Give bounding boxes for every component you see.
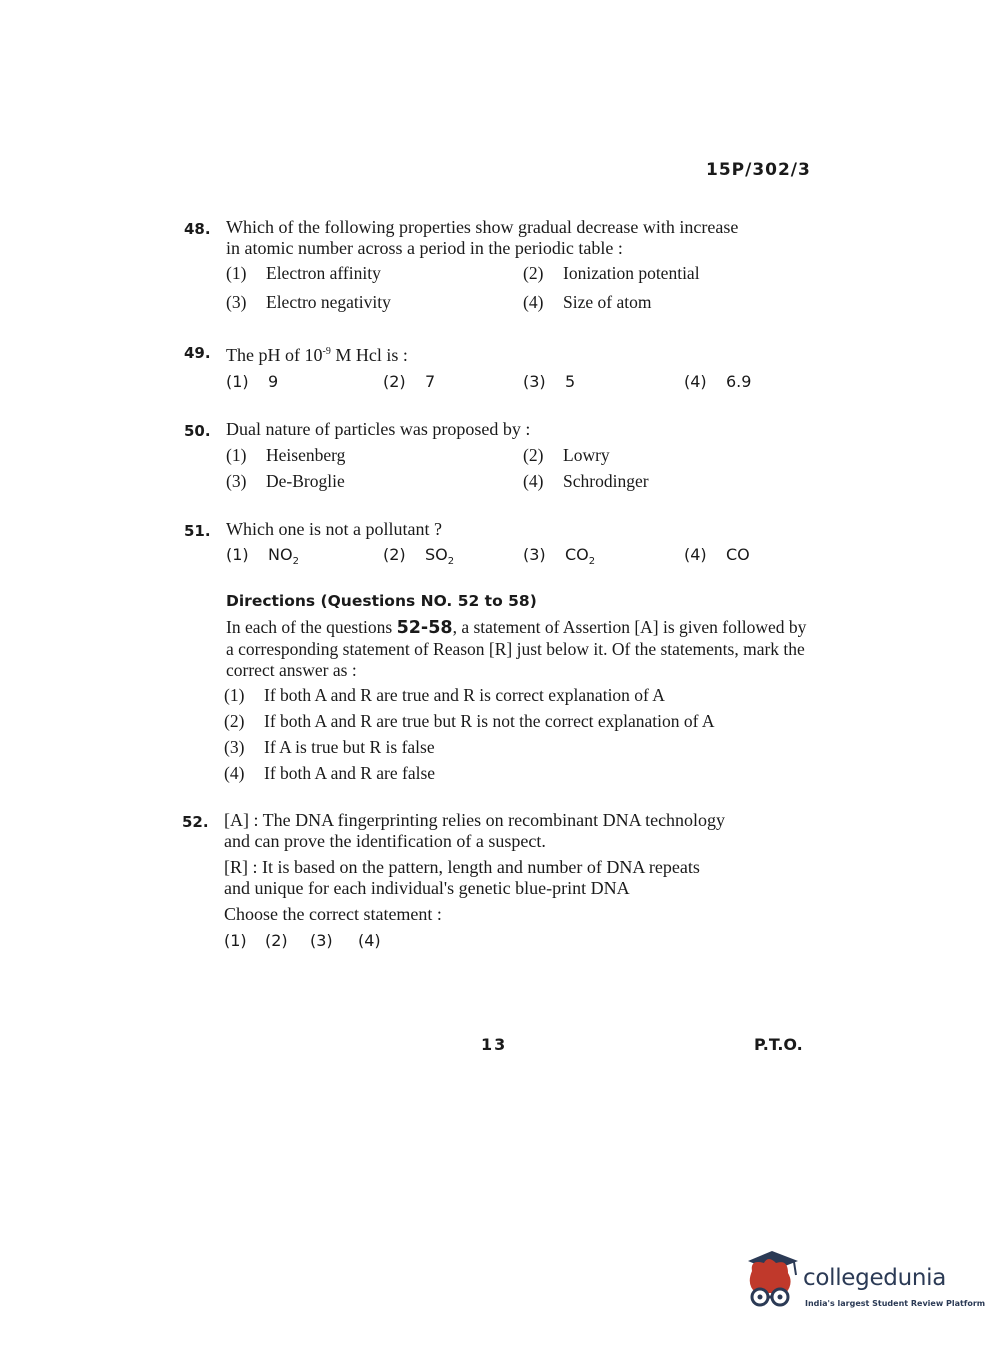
question-49-option-2: (2) 7 [383, 372, 436, 391]
question-52-reason-line1: [R] : It is based on the pattern, length and number of DNA repeats [224, 857, 700, 877]
question-51-text: Which one is not a pollutant ? [226, 519, 442, 539]
question-52-choice-4: (4) [358, 931, 381, 950]
question-51-number: 51. [184, 522, 211, 540]
question-52-choice-1: (1) [224, 931, 247, 950]
watermark-tagline: India's largest Student Review Platform [805, 1299, 986, 1308]
question-52-assertion-line2: and can prove the identification of a suspect. [224, 831, 546, 851]
directions-option-2: (2) If both A and R are true but R is not the correct explanation of A [224, 711, 715, 731]
collegedunia-mascot-icon [742, 1249, 802, 1313]
question-52-number: 52. [182, 813, 209, 831]
question-50-option-1: (1) Heisenberg [226, 445, 346, 465]
question-52-prompt: Choose the correct statement : [224, 904, 442, 924]
question-52-choice-2: (2) [265, 931, 288, 950]
question-49-option-4: (4) 6.9 [684, 372, 752, 391]
question-50-option-4: (4) Schrodinger [523, 471, 649, 491]
question-50-option-2: (2) Lowry [523, 445, 610, 465]
question-49-text: The pH of $10^{-9}$ M Hcl is : [226, 345, 408, 365]
question-48-option-2: (2) Ionization potential [523, 263, 700, 283]
question-51-option-3: (3) $CO_2$ [523, 545, 596, 568]
question-51-option-2: (2) $SO_2$ [383, 545, 455, 568]
watermark-brand: collegedunia [803, 1265, 947, 1291]
question-48-option-1: (1) Electron affinity [226, 263, 381, 283]
question-48-number: 48. [184, 220, 211, 238]
page-number: 13 [481, 1035, 508, 1054]
directions-option-3: (3) If A is true but R is false [224, 737, 435, 757]
question-48-option-3: (3) Electro negativity [226, 292, 391, 312]
question-49-option-1: (1) 9 [226, 372, 279, 391]
question-48-option-4: (4) Size of atom [523, 292, 652, 312]
question-48-text-line2: in atomic number across a period in the periodic table : [226, 238, 623, 258]
directions-option-4: (4) If both A and R are false [224, 763, 436, 783]
question-49-option-3: (3) 5 [523, 372, 576, 391]
question-51-option-4: (4) CO [684, 545, 750, 564]
question-50-text: Dual nature of particles was proposed by : [226, 419, 531, 439]
question-52-reason-line2: and unique for each individual's genetic blue-print DNA [224, 878, 630, 898]
pto-label: P.T.O. [754, 1035, 803, 1054]
directions-option-1: (1) If both A and R are true and R is correct explanation of A [224, 685, 665, 705]
question-48-text-line1: Which of the following properties show gradual decrease with increase [226, 217, 739, 237]
question-52-choice-3: (3) [310, 931, 333, 950]
question-52-assertion-line1: [A] : The DNA fingerprinting relies on recombinant DNA technology [224, 810, 726, 830]
question-50-option-3: (3) De-Broglie [226, 471, 345, 491]
directions-heading: Directions (Questions NO. 52 to 58) [226, 592, 537, 610]
paper-code: 15P/302/3 [706, 160, 811, 180]
question-50-number: 50. [184, 422, 211, 440]
question-51-option-1: (1) $NO_2$ [226, 545, 299, 568]
question-49-number: 49. [184, 344, 211, 362]
directions-intro: In each of the questions 52-58, a statement of Assertion [A] is given followed by a corresponding statement of Reason [R] just below it. Of the statements, mark the correct answer as : [226, 617, 807, 680]
